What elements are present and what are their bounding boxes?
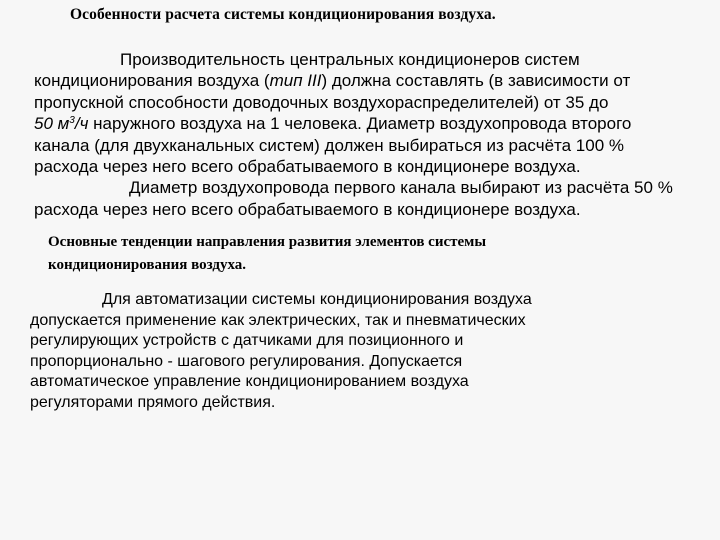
text-run: кондиционирования воздуха ( [34,71,270,91]
paragraph-automation [30,290,670,414]
paragraph-line: расхода через него всего обрабатываемого в кондиционере воздуха. [34,199,581,219]
paragraph-line: Производительность центральных кондиционеров систем [120,50,580,69]
paragraph-line: регуляторами прямого действия. [30,393,276,411]
unit-superscript: 3 [69,115,75,127]
paragraph-line: пропускной способности доводочных воздухораспределителей) от 35 до [34,92,609,112]
heading-line: Основные тенденции направления развития элементов системы [48,234,487,250]
text-run: ) должна составлять (в зависимости от [321,71,631,91]
paragraph-line: автоматическое управление кондиционированием воздуха [30,373,469,391]
paragraph-line: расхода через него всего обрабатываемого в кондиционере воздуха. [34,157,581,177]
paragraph-line: допускается применение как электрических, так и пневматических [30,311,526,329]
paragraph-line: Для автоматизации системы кондиционирования воздуха [102,291,532,308]
paragraph-line: пропорционально - шагового регулирования. Допускается [30,352,463,370]
section-heading-trends [48,231,648,277]
section-heading-calculation: Особенности расчета системы кондиционирования воздуха. [70,6,496,23]
text-run: наружного воздуха на 1 человека. Диаметр воздухопровода второго [88,114,632,134]
paragraph-line: канала (для двухканальных систем) должен выбираться из расчёта 100 % [34,135,625,155]
unit-suffix: /ч [74,114,89,134]
paragraph-line [34,70,714,91]
heading-line: кондиционирования воздуха. [48,257,247,273]
paragraph-line: Диаметр воздухопровода первого канала выбирают из расчёта 50 % [129,178,673,198]
unit-text [34,114,88,133]
paragraph-line [34,113,714,134]
paragraph-line: регулирующих устройств с датчиками для позиционного и [30,332,464,350]
italic-term: тип III [269,71,322,91]
paragraph-capacity [34,49,714,220]
unit-base: 50 м [34,114,70,134]
